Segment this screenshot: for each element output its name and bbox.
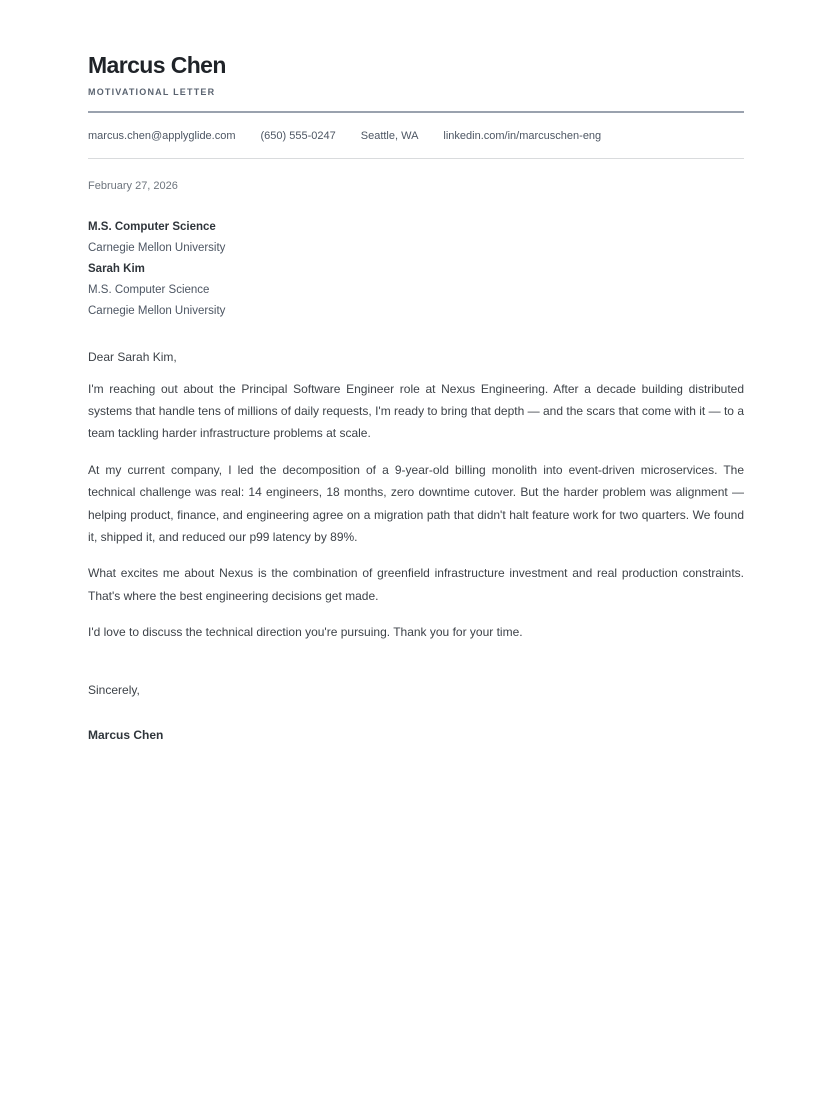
- closing-line: Sincerely,: [88, 682, 140, 697]
- contact-location: Seattle, WA: [360, 129, 419, 142]
- letter-header: [88, 52, 744, 97]
- contact-divider: [88, 158, 744, 159]
- recipient-name-line: Sarah Kim: [88, 262, 145, 275]
- salutation: Dear Sarah Kim,: [88, 349, 177, 364]
- body-paragraph-2: At my current company, I led the decomposition of a 9-year-old billing monolith into event-driven microservices. The technical challenge was real: 14 engineers, 18 months, zero downtime cutover. But the harder problem was alignment — helping product, finance, and engineering agree on a migration path that didn't halt feature work for two quarters. We found it, shipped it, and reduced our p99 latency by 89%.: [88, 462, 744, 545]
- contact-email: marcus.chen@applyglide.com: [88, 129, 236, 142]
- letter-date: February 27, 2026: [88, 179, 178, 192]
- document-type-label: MOTIVATIONAL LETTER: [88, 86, 216, 97]
- contact-phone: (650) 555-0247: [260, 129, 336, 142]
- page-title: Marcus Chen: [88, 52, 226, 78]
- contact-linkedin: linkedin.com/in/marcuschen-eng: [443, 129, 602, 142]
- recipient-university-line: Carnegie Mellon University: [88, 241, 226, 254]
- body-paragraph-1: I'm reaching out about the Principal Software Engineer role at Nexus Engineering. After a decade building distributed systems that handle tens of millions of daily requests, I'm ready to bring that depth — and the scars that come with it — to a team tackling harder infrastructure problems at scale.: [88, 381, 744, 441]
- contact-row: [88, 113, 744, 158]
- recipient-program-line-2: M.S. Computer Science: [88, 283, 210, 296]
- body-paragraph-3: What excites me about Nexus is the combination of greenfield infrastructure investment and real production constraints. That's where the best engineering decisions get made.: [88, 566, 744, 603]
- recipient-university-line-2: Carnegie Mellon University: [88, 304, 226, 317]
- recipient-program-line: M.S. Computer Science: [88, 220, 216, 233]
- signature-name: Marcus Chen: [88, 727, 164, 742]
- body-paragraph-4: I'd love to discuss the technical direction you're pursuing. Thank you for your time.: [88, 625, 523, 640]
- recipient-block: [88, 217, 744, 322]
